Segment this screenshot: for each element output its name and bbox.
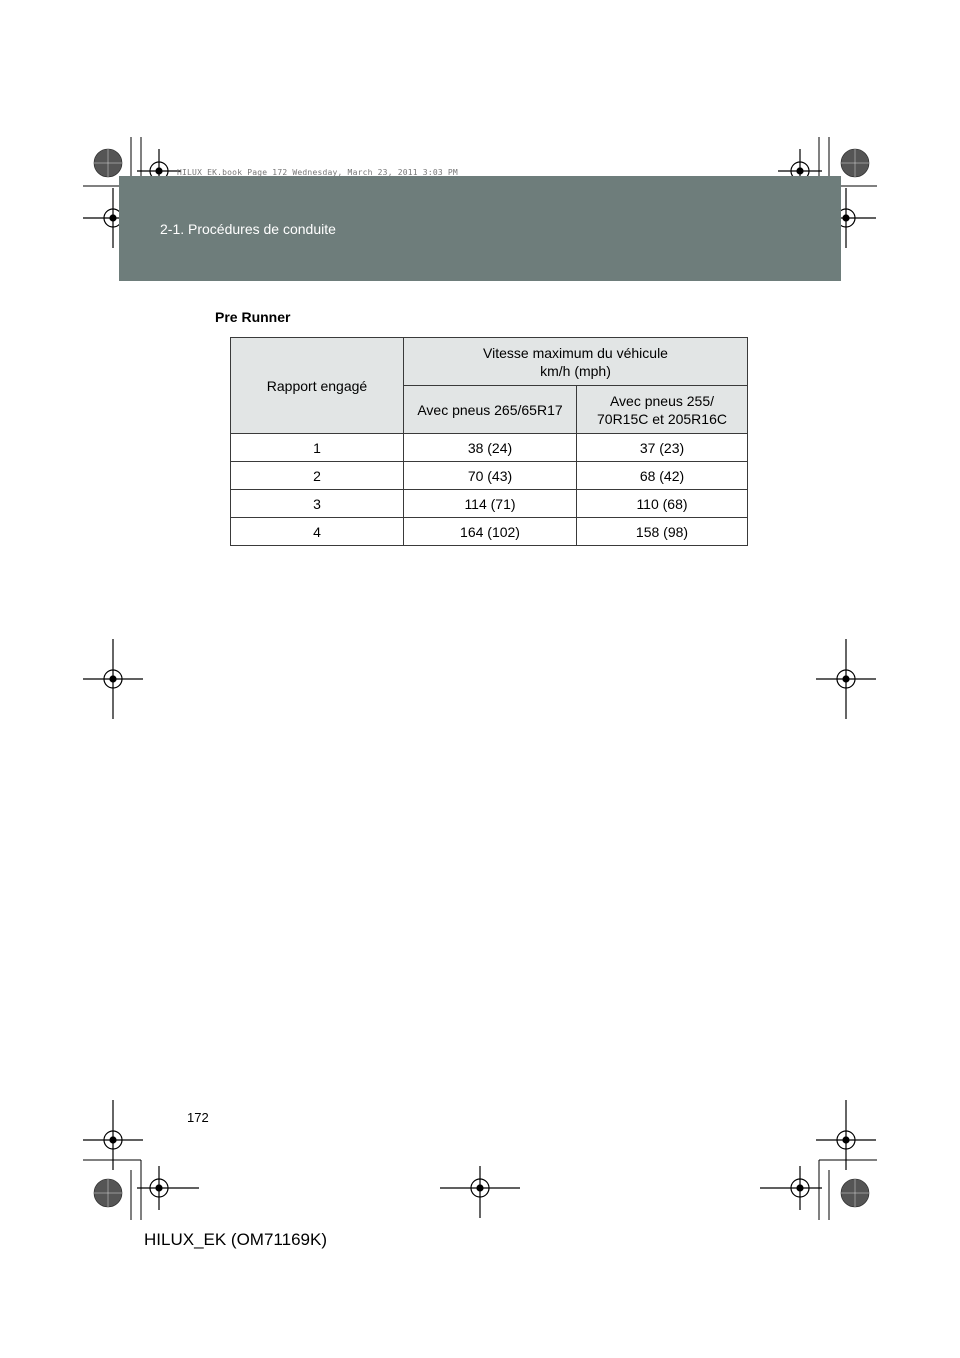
speed-table [230,337,748,546]
cell-speed-a: 38 (24) [404,434,577,462]
page-number: 172 [187,1110,209,1125]
table-row [231,462,748,490]
header-max-speed-line2: km/h (mph) [540,362,611,379]
cell-gear: 3 [231,490,404,518]
table-row [231,434,748,462]
header-max-speed [404,338,748,386]
cell-gear: 4 [231,518,404,546]
cell-speed-a: 164 (102) [404,518,577,546]
cell-speed-a: 70 (43) [404,462,577,490]
cell-gear: 1 [231,434,404,462]
cell-speed-b: 37 (23) [577,434,748,462]
cell-speed-b: 68 (42) [577,462,748,490]
cell-speed-b: 110 (68) [577,490,748,518]
subheader-tyre-b-line2: 70R15C et 205R16C [597,410,727,427]
table-row [231,518,748,546]
header-max-speed-line1: Vitesse maximum du véhicule [483,344,668,361]
cell-gear: 2 [231,462,404,490]
book-info-stamp: HILUX_EK.book Page 172 Wednesday, March 23, 2011 3:03 PM [177,168,458,177]
cell-speed-a: 114 (71) [404,490,577,518]
table-heading: Pre Runner [215,309,291,325]
subheader-tyre-a: Avec pneus 265/65R17 [404,386,577,434]
footer-code: HILUX_EK (OM71169K) [144,1230,327,1249]
subheader-tyre-b [577,386,748,434]
header-gear: Rapport engagé [231,338,404,434]
table-header-row [231,338,748,386]
cell-speed-b: 158 (98) [577,518,748,546]
table-row [231,490,748,518]
section-title: 2-1. Procédures de conduite [160,221,336,237]
subheader-tyre-b-line1: Avec pneus 255/ [609,392,715,409]
